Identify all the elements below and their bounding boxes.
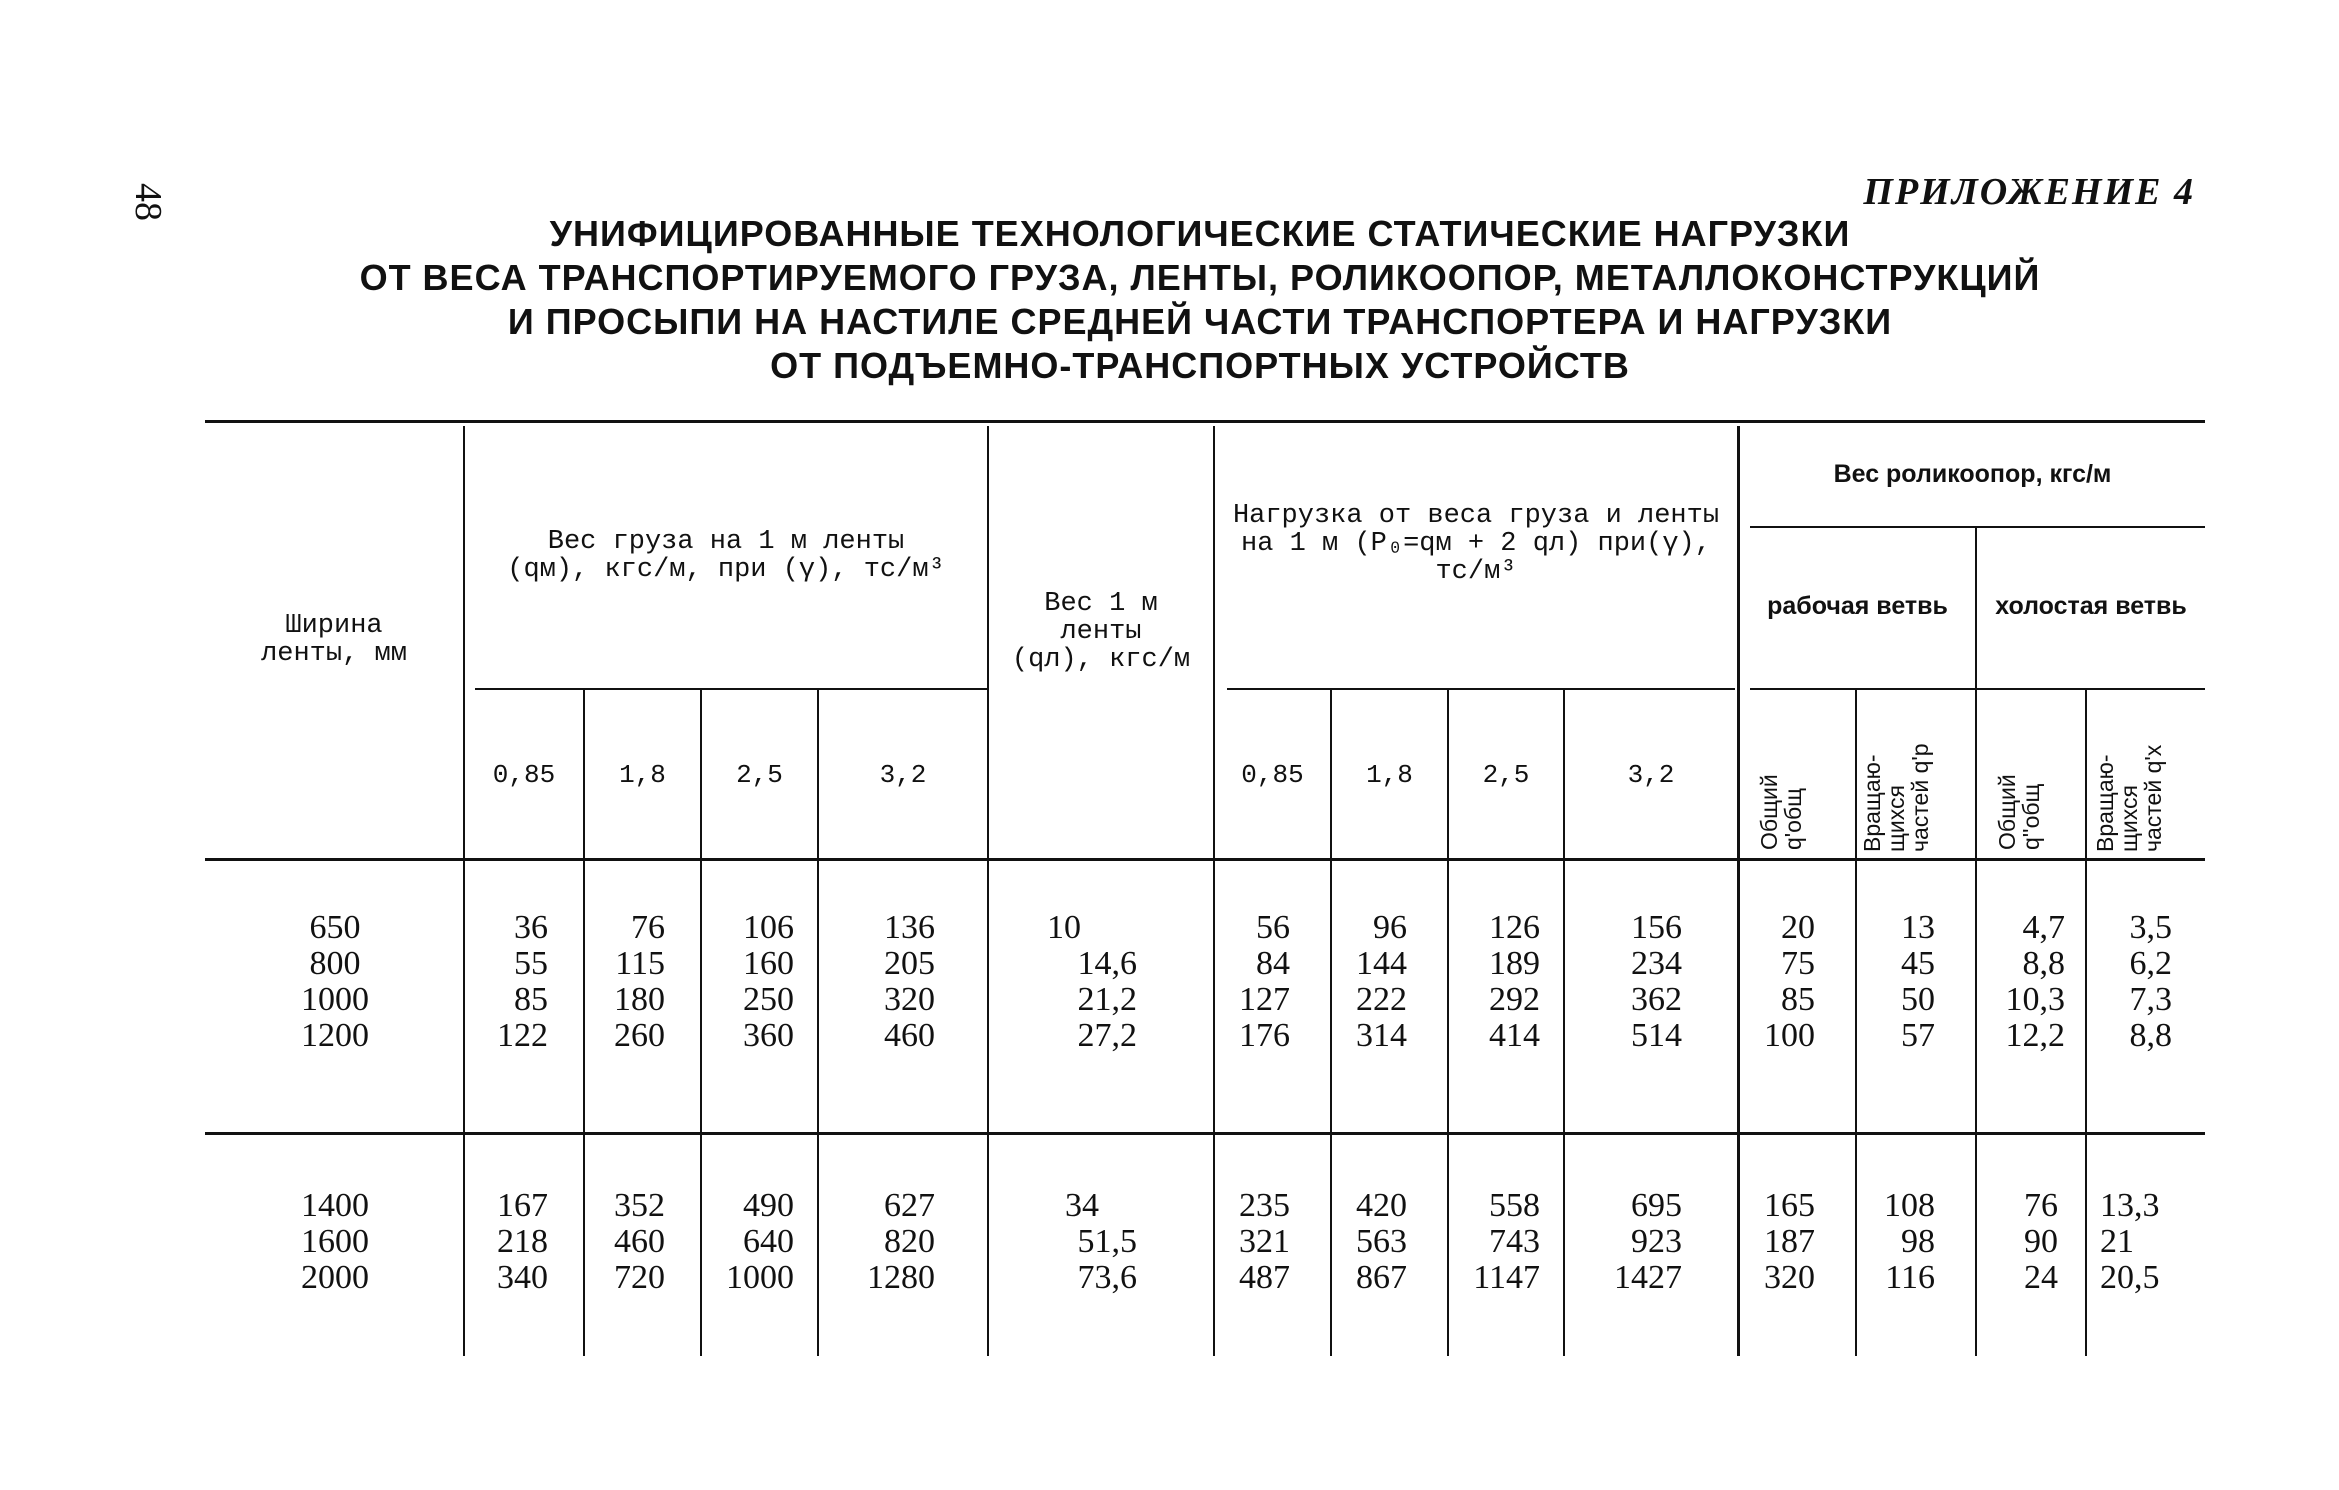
header-line: (qм), кгс/м, при (γ), тс/м³ xyxy=(507,555,945,585)
cell: 218 xyxy=(497,1223,548,1260)
rotating-idle-header xyxy=(2093,745,2165,852)
gamma-label: 1,8 xyxy=(619,760,666,790)
cell: 126 xyxy=(1489,909,1540,946)
cell: 187 xyxy=(1764,1223,1815,1260)
cargo-32-values xyxy=(825,1188,935,1296)
cell: 13 xyxy=(1901,909,1935,946)
cell: 250 xyxy=(743,981,794,1018)
cell: 923 xyxy=(1631,1223,1682,1260)
load-32-values xyxy=(1575,1188,1682,1296)
cell: 420 xyxy=(1356,1187,1407,1224)
cell: 490 xyxy=(743,1187,794,1224)
load-25-values xyxy=(1455,910,1540,1054)
width-values xyxy=(235,910,435,1054)
header-subrule xyxy=(1227,688,1735,690)
cell: 320 xyxy=(884,981,935,1018)
col-divider xyxy=(987,426,989,1356)
cell: 13,3 xyxy=(2100,1187,2160,1224)
cell: 1000 xyxy=(301,981,369,1018)
cell: 1400 xyxy=(301,1187,369,1224)
belt-weight-header xyxy=(989,590,1213,674)
cell: 720 xyxy=(614,1259,665,1296)
load-085-values xyxy=(1220,910,1290,1054)
cell: 314 xyxy=(1356,1017,1407,1054)
cell: 340 xyxy=(497,1259,548,1296)
working-rotating-values xyxy=(1865,910,1935,1054)
load-25-values xyxy=(1455,1188,1540,1296)
cell: 558 xyxy=(1489,1187,1540,1224)
cell: 14,6 xyxy=(1077,945,1137,982)
cargo-header xyxy=(465,528,987,584)
cell: 867 xyxy=(1356,1259,1407,1296)
gamma-label: 3,2 xyxy=(1627,760,1675,790)
load-085-values xyxy=(1220,1188,1290,1296)
cell: 76 xyxy=(631,909,665,946)
rotating-working-header xyxy=(1860,743,1932,852)
load-18-values xyxy=(1335,1188,1407,1296)
document-title xyxy=(250,212,2150,388)
title-line: ОТ ПОДЪЕМНО-ТРАНСПОРТНЫХ УСТРОЙСТВ xyxy=(770,345,1630,386)
cell: 1147 xyxy=(1473,1259,1540,1296)
header-line: q''общ xyxy=(2018,783,2044,850)
cell: 36 xyxy=(514,909,548,946)
cargo-18-values xyxy=(590,1188,665,1296)
cell: 235 xyxy=(1239,1187,1290,1224)
header-line: щихся xyxy=(2116,785,2142,852)
loads-table xyxy=(205,420,2205,1356)
header-line: щихся xyxy=(1883,785,1909,852)
cell: 514 xyxy=(1631,1017,1682,1054)
cell: 45 xyxy=(1901,945,1935,982)
cell: 563 xyxy=(1356,1223,1407,1260)
idle-branch-header: холостая ветвь xyxy=(1995,592,2187,620)
cell: 460 xyxy=(884,1017,935,1054)
cell: 100 xyxy=(1764,1017,1815,1054)
idle-total-values xyxy=(1980,1188,2058,1296)
cell: 96 xyxy=(1373,909,1407,946)
cell: 167 xyxy=(497,1187,548,1224)
cell: 106 xyxy=(743,909,794,946)
cell: 160 xyxy=(743,945,794,982)
cell: 108 xyxy=(1884,1187,1935,1224)
appendix-label: ПРИЛОЖЕНИЕ 4 xyxy=(1863,171,2195,213)
cell: 321 xyxy=(1239,1223,1290,1260)
cell: 24 xyxy=(2024,1259,2058,1296)
gamma-label: 0,85 xyxy=(492,760,556,790)
col-divider xyxy=(2085,690,2087,1356)
cell: 165 xyxy=(1764,1187,1815,1224)
cell: 85 xyxy=(1781,981,1815,1018)
cell: 820 xyxy=(884,1223,935,1260)
belt-weight-values xyxy=(1047,910,1137,1054)
cargo-18-values xyxy=(590,910,665,1054)
cargo-32-values xyxy=(825,910,935,1054)
cell: 21,2 xyxy=(1077,981,1137,1018)
header-line: Вес груза на 1 м ленты xyxy=(547,527,905,557)
gamma-label: 2,5 xyxy=(736,760,783,790)
cell: 73,6 xyxy=(1077,1259,1137,1296)
gamma-label: 3,2 xyxy=(879,760,927,790)
cargo-25-values xyxy=(705,1188,794,1296)
cell: 7,3 xyxy=(2129,981,2172,1018)
cell: 144 xyxy=(1356,945,1407,982)
cell: 292 xyxy=(1489,981,1540,1018)
cell: 20,5 xyxy=(2100,1259,2160,1296)
cell: 156 xyxy=(1631,909,1682,946)
cell: 122 xyxy=(497,1017,548,1054)
header-line: Общий xyxy=(1994,774,2020,850)
idler-weight-header: Вес роликоопор, кгс/м xyxy=(1833,460,2112,488)
cell: 20 xyxy=(1781,909,1815,946)
cell: 460 xyxy=(614,1223,665,1260)
title-line: ОТ ВЕСА ТРАНСПОРТИРУЕМОГО ГРУЗА, ЛЕНТЫ, РОЛИКООПОР, МЕТАЛЛОКОНСТРУКЦИЙ xyxy=(359,257,2041,298)
load-18-values xyxy=(1335,910,1407,1054)
header-line: частей q'х xyxy=(2140,744,2166,852)
cell: 176 xyxy=(1239,1017,1290,1054)
title-line: И ПРОСЫПИ НА НАСТИЛЕ СРЕДНЕЙ ЧАСТИ ТРАНСПОРТЕРА И НАГРУЗКИ xyxy=(507,301,1893,342)
header-line: (qл), кгс/м xyxy=(1011,645,1191,675)
width-values xyxy=(235,1188,435,1296)
working-branch-header: рабочая ветвь xyxy=(1767,592,1948,620)
cell: 234 xyxy=(1631,945,1682,982)
working-rotating-values xyxy=(1865,1188,1935,1296)
header-line: Нагрузка от веса груза и ленты xyxy=(1232,501,1720,531)
cell: 27,2 xyxy=(1077,1017,1137,1054)
header-line: Ширина xyxy=(285,611,383,641)
col-divider xyxy=(1855,690,1857,1356)
table-top-rule xyxy=(205,420,2205,423)
load-header xyxy=(1215,502,1737,586)
cell: 1427 xyxy=(1614,1259,1682,1296)
title-line: УНИФИЦИРОВАННЫЕ ТЕХНОЛОГИЧЕСКИЕ СТАТИЧЕСКИЕ НАГРУЗКИ xyxy=(549,213,1851,254)
header-line: ленты, мм xyxy=(261,639,407,669)
cell: 10 xyxy=(1047,909,1081,946)
idle-rotating-values xyxy=(2090,910,2172,1054)
cell: 640 xyxy=(743,1223,794,1260)
cargo-25-values xyxy=(705,910,794,1054)
gamma-label: 0,85 xyxy=(1241,760,1304,790)
cell: 1600 xyxy=(301,1223,369,1260)
cargo-085-values xyxy=(470,1188,548,1296)
header-subrule xyxy=(1750,526,2205,528)
col-divider xyxy=(1975,528,1977,1356)
cell: 84 xyxy=(1256,945,1290,982)
header-line: частей q'р xyxy=(1907,743,1933,852)
cell: 6,2 xyxy=(2129,945,2172,982)
gamma-label: 2,5 xyxy=(1482,760,1530,790)
working-total-values xyxy=(1745,910,1815,1054)
cell: 800 xyxy=(309,945,361,982)
total-idle-header xyxy=(1995,774,2043,850)
header-line: Общий xyxy=(1756,774,1782,850)
cell: 1280 xyxy=(867,1259,935,1296)
cell: 10,3 xyxy=(2005,981,2065,1018)
cell: 21 xyxy=(2100,1223,2134,1260)
cell: 8,8 xyxy=(2022,945,2065,982)
cell: 115 xyxy=(615,945,665,982)
cell: 55 xyxy=(514,945,548,982)
cell: 205 xyxy=(884,945,935,982)
cell: 8,8 xyxy=(2129,1017,2172,1054)
cargo-085-values xyxy=(470,910,548,1054)
cell: 352 xyxy=(614,1187,665,1224)
cell: 76 xyxy=(2024,1187,2058,1224)
cell: 2000 xyxy=(301,1259,369,1296)
cell: 260 xyxy=(614,1017,665,1054)
cell: 360 xyxy=(743,1017,794,1054)
cell: 650 xyxy=(309,909,361,946)
cell: 320 xyxy=(1764,1259,1815,1296)
cell: 1200 xyxy=(301,1017,369,1054)
cell: 189 xyxy=(1489,945,1540,982)
width-header xyxy=(205,612,463,668)
cell: 695 xyxy=(1631,1187,1682,1224)
header-line: Вес 1 м xyxy=(1044,589,1158,619)
cell: 136 xyxy=(884,909,935,946)
cell: 98 xyxy=(1901,1223,1935,1260)
cell: 180 xyxy=(614,981,665,1018)
page-number: 48 xyxy=(127,183,169,221)
col-divider xyxy=(1737,426,1740,1356)
idle-total-values xyxy=(1980,910,2065,1054)
cell: 414 xyxy=(1489,1017,1540,1054)
cell: 51,5 xyxy=(1077,1223,1137,1260)
cell: 743 xyxy=(1489,1223,1540,1260)
cell: 34 xyxy=(1065,1187,1099,1224)
cell: 1000 xyxy=(726,1259,794,1296)
cell: 3,5 xyxy=(2129,909,2172,946)
cell: 75 xyxy=(1781,945,1815,982)
cell: 127 xyxy=(1239,981,1290,1018)
header-line: на 1 м (P₀=qм + 2 qл) при(γ), xyxy=(1241,529,1711,559)
cell: 12,2 xyxy=(2005,1017,2065,1054)
cell: 627 xyxy=(884,1187,935,1224)
working-total-values xyxy=(1745,1188,1815,1296)
cell: 50 xyxy=(1901,981,1935,1018)
load-32-values xyxy=(1575,910,1682,1054)
header-subrule xyxy=(475,688,987,690)
cell: 90 xyxy=(2024,1223,2058,1260)
cell: 85 xyxy=(514,981,548,1018)
header-line: ленты xyxy=(1060,617,1142,647)
cell: 57 xyxy=(1901,1017,1935,1054)
header-line: Вращаю- xyxy=(1859,754,1885,852)
total-working-header xyxy=(1757,774,1805,850)
cell: 116 xyxy=(1885,1259,1935,1296)
header-subrule xyxy=(1750,688,2205,690)
cell: 222 xyxy=(1356,981,1407,1018)
cell: 487 xyxy=(1239,1259,1290,1296)
belt-weight-values xyxy=(1047,1188,1137,1296)
header-line: q'общ xyxy=(1780,787,1806,850)
header-line: тс/м³ xyxy=(1435,557,1517,587)
header-bottom-rule xyxy=(205,858,2205,861)
cell: 56 xyxy=(1256,909,1290,946)
cell: 4,7 xyxy=(2022,909,2065,946)
header-line: Вращаю- xyxy=(2092,754,2118,852)
idle-rotating-values xyxy=(2100,1188,2190,1296)
cell: 362 xyxy=(1631,981,1682,1018)
group-rule xyxy=(205,1132,2205,1135)
gamma-label: 1,8 xyxy=(1366,760,1413,790)
